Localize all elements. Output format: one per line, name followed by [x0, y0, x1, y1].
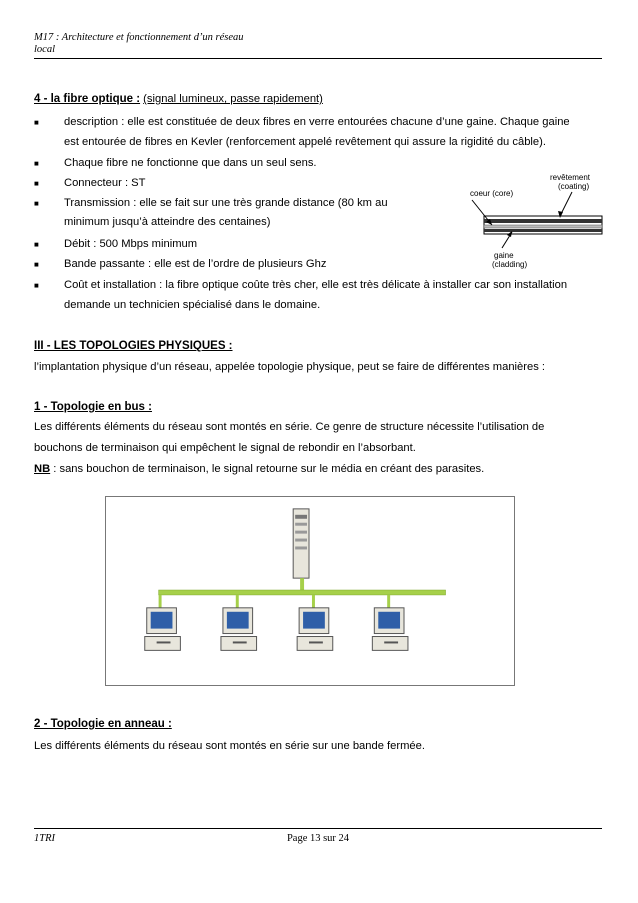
nb-label: NB	[34, 463, 51, 475]
bullet-icon: ■	[34, 260, 39, 269]
cladding-label-1: gaine	[494, 251, 514, 260]
server-tower-icon	[293, 509, 309, 578]
bus-paragraph-1: Les différents éléments du réseau sont montés en série. Ce genre de structure nécessite l’utilisation de	[34, 421, 545, 433]
core-label: coeur (core)	[470, 189, 514, 198]
workstation-4-icon	[372, 608, 408, 651]
workstation-1-icon	[145, 608, 181, 651]
topologies-text: l’implantation physique d’un réseau, appelée topologie physique, peut se faire de différentes manières :	[34, 361, 546, 373]
bus-title: 1 - Topologie en bus :	[34, 401, 152, 413]
coating-label-2: (coating)	[558, 182, 590, 191]
ring-text: Les différents éléments du réseau sont montés en série sur une bande fermée.	[34, 740, 425, 752]
bus-nb	[34, 463, 484, 475]
bullet-icon: ■	[34, 118, 39, 127]
bus-topology-diagram	[105, 496, 515, 686]
workstation-3-icon	[297, 608, 333, 651]
fiber-subtitle: (signal lumineux, passe rapidement)	[143, 93, 323, 105]
bullet-icon: ■	[34, 199, 39, 208]
bullet-icon: ■	[34, 179, 39, 188]
topologies-title: III - LES TOPOLOGIES PHYSIQUES :	[34, 340, 233, 352]
cladding-label-2: (cladding)	[492, 260, 528, 269]
header-line-1: M17 : Architecture et fonctionnement d’un réseau	[34, 32, 244, 43]
coating-label-1: revêtement	[550, 173, 591, 182]
bullet-icon: ■	[34, 281, 39, 290]
page-number: Page 13 sur 24	[286, 833, 350, 844]
nb-text: : sans bouchon de terminaison, le signal retourne sur le média en créant des parasites.	[50, 463, 485, 475]
fiber-cable-diagram	[462, 170, 604, 274]
page-footer	[34, 828, 602, 844]
page-header	[34, 32, 602, 59]
fiber-title: 4 - la fibre optique :	[34, 93, 141, 105]
section-fiber-heading	[34, 93, 323, 105]
workstation-2-icon	[221, 608, 257, 651]
header-line-2: local	[34, 44, 55, 55]
ring-title: 2 - Topologie en anneau :	[34, 718, 172, 730]
bullet-icon: ■	[34, 159, 39, 168]
footer-class: 1TRI	[34, 833, 55, 844]
bus-paragraph-2: bouchons de terminaison qui empêchent le signal de rebondir en l’absorbant.	[34, 442, 416, 454]
bullet-icon: ■	[34, 240, 39, 249]
